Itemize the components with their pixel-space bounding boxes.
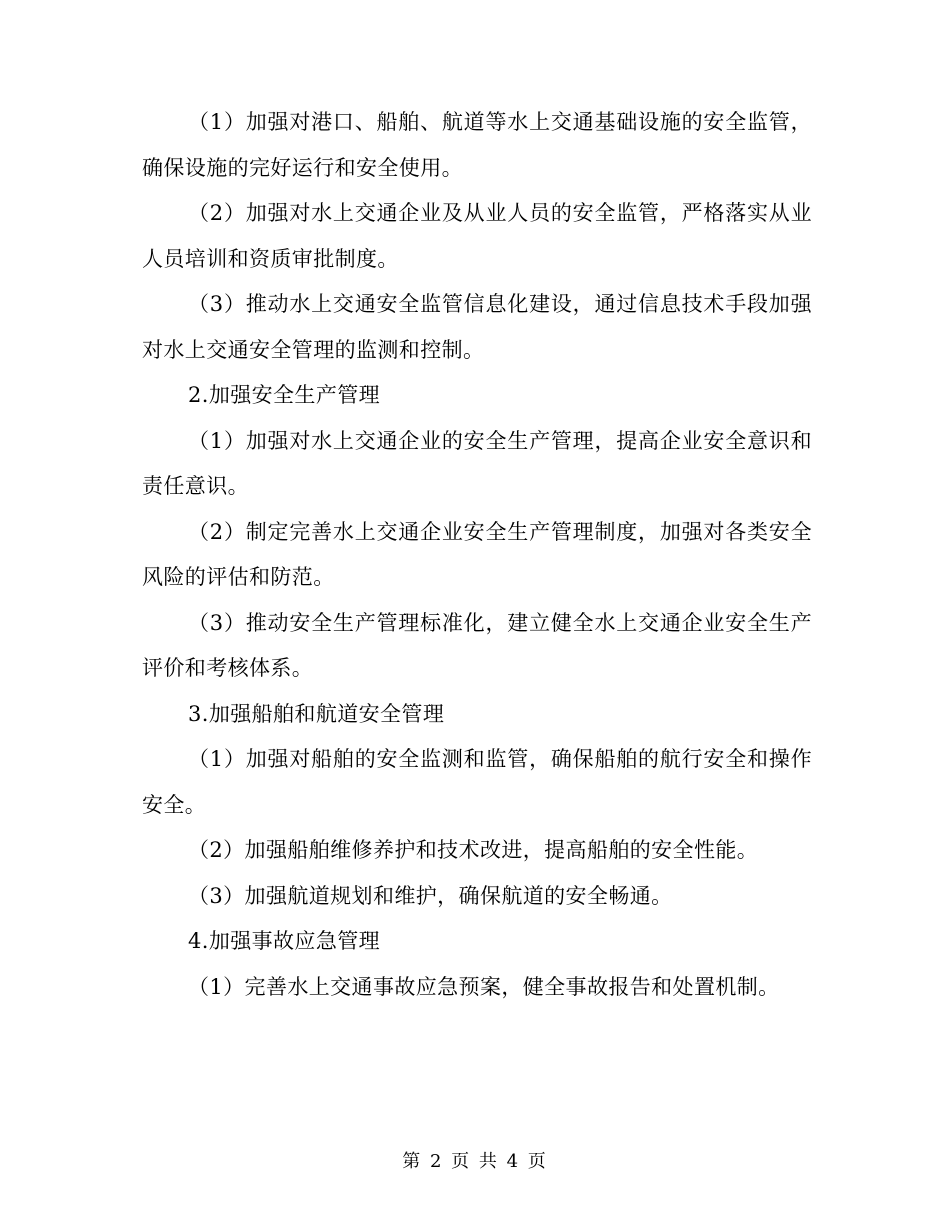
section-heading-2: 2.加强安全生产管理	[188, 383, 381, 407]
paragraph-7: （1）加强对船舶的安全监测和监管，确保船舶的航行安全和操作安全。	[142, 747, 812, 817]
paragraph-5: （2）制定完善水上交通企业安全生产管理制度，加强对各类安全风险的评估和防范。	[142, 519, 812, 589]
paragraph-1: （1）加强对港口、船舶、航道等水上交通基础设施的安全监管，确保设施的完好运行和安全使用。	[142, 110, 812, 180]
section-heading-4: 4.加强事故应急管理	[188, 929, 381, 953]
document-body	[142, 100, 812, 1010]
section-heading-3: 3.加强船舶和航道安全管理	[188, 701, 445, 726]
paragraph-4: （1）加强对水上交通企业的安全生产管理，提高企业安全意识和责任意识。	[142, 428, 812, 498]
paragraph-10: （1）完善水上交通事故应急预案，健全事故报告和处置机制。	[188, 974, 780, 999]
paragraph-8: （2）加强船舶维修养护和技术改进，提高船舶的安全性能。	[188, 838, 759, 862]
paragraph-2: （2）加强对水上交通企业及从业人员的安全监管，严格落实从业人员培训和资质审批制度。	[142, 201, 812, 271]
paragraph-9: （3）加强航道规划和维护，确保航道的安全畅通。	[188, 883, 673, 908]
paragraph-6: （3）推动安全生产管理标准化，建立健全水上交通企业安全生产评价和考核体系。	[142, 610, 812, 680]
paragraph-3: （3）推动水上交通安全监管信息化建设，通过信息技术手段加强对水上交通安全管理的监测和控制。	[142, 292, 812, 362]
page-number-footer: 第 2 页 共 4 页	[402, 1151, 548, 1172]
